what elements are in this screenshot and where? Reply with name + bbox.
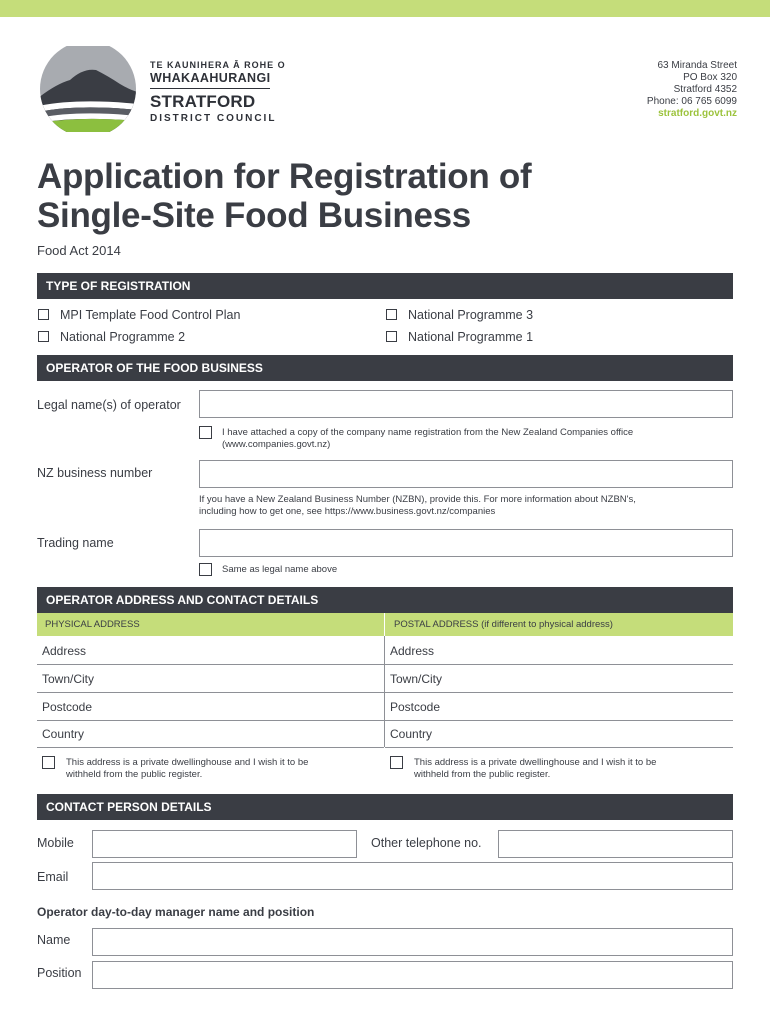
top-accent-bar bbox=[0, 0, 770, 17]
page-subtitle: Food Act 2014 bbox=[37, 243, 121, 258]
nzbn-label: NZ business number bbox=[37, 466, 153, 480]
postal-postcode-label[interactable]: Postcode bbox=[390, 700, 441, 714]
council-address bbox=[647, 60, 737, 120]
row-line bbox=[37, 747, 384, 748]
private-text-line: withheld from the public register. bbox=[414, 769, 551, 780]
trading-name-input[interactable] bbox=[199, 529, 733, 557]
org-line-4: DISTRICT COUNCIL bbox=[150, 113, 277, 124]
checkbox-physical-private[interactable] bbox=[42, 756, 55, 769]
section-header-address: OPERATOR ADDRESS AND CONTACT DETAILS bbox=[37, 587, 733, 613]
physical-address-label[interactable]: Address bbox=[42, 644, 87, 658]
option-label: MPI Template Food Control Plan bbox=[60, 308, 241, 322]
website-link[interactable]: stratford.govt.nz bbox=[658, 108, 737, 119]
row-line bbox=[385, 664, 733, 665]
physical-town-label[interactable]: Town/City bbox=[42, 672, 95, 686]
checkbox-national-programme-1[interactable] bbox=[386, 331, 397, 342]
manager-position-input[interactable] bbox=[92, 961, 733, 989]
address-line: PO Box 320 bbox=[683, 72, 737, 83]
row-line bbox=[385, 720, 733, 721]
postal-private-text bbox=[414, 757, 656, 781]
address-line: Stratford 4352 bbox=[673, 84, 737, 95]
postal-address-label[interactable]: Address bbox=[390, 644, 435, 658]
section-header-operator: OPERATOR OF THE FOOD BUSINESS bbox=[37, 355, 733, 381]
org-line-3: STRATFORD bbox=[150, 92, 256, 111]
title-line-1: Application for Registration of bbox=[37, 157, 532, 196]
row-line bbox=[37, 692, 384, 693]
same-as-legal-label: Same as legal name above bbox=[222, 564, 338, 575]
column-divider bbox=[384, 613, 385, 636]
council-name bbox=[150, 60, 286, 124]
other-phone-label: Other telephone no. bbox=[371, 836, 482, 850]
physical-postcode-label[interactable]: Postcode bbox=[42, 700, 93, 714]
manager-name-label: Name bbox=[37, 933, 71, 947]
council-logo bbox=[38, 46, 138, 132]
physical-address-heading: PHYSICAL ADDRESS bbox=[45, 619, 140, 630]
physical-private-text bbox=[66, 757, 308, 781]
postal-town-label[interactable]: Town/City bbox=[390, 672, 443, 686]
option-label: National Programme 1 bbox=[408, 330, 534, 344]
address-column-headers bbox=[37, 613, 733, 636]
private-text-line: This address is a private dwellinghouse and I wish it to be bbox=[66, 757, 309, 768]
org-rule bbox=[150, 88, 270, 89]
email-label: Email bbox=[37, 870, 69, 884]
nzbn-help-line: If you have a New Zealand Business Number (NZBN), provide this. For more information about NZBN's, bbox=[199, 494, 636, 505]
legal-name-input[interactable] bbox=[199, 390, 733, 418]
row-line bbox=[385, 747, 733, 748]
other-phone-input[interactable] bbox=[498, 830, 733, 858]
nzbn-help-text bbox=[199, 494, 636, 518]
checkbox-same-as-legal[interactable] bbox=[199, 563, 212, 576]
postal-address-heading: POSTAL ADDRESS (if different to physical address) bbox=[394, 619, 613, 630]
row-line bbox=[385, 692, 733, 693]
option-label: National Programme 2 bbox=[60, 330, 186, 344]
attached-copy-line: I have attached a copy of the company name registration from the New Zealand Companies office bbox=[222, 427, 634, 438]
attached-copy-line: (www.companies.govt.nz) bbox=[222, 439, 331, 450]
mobile-input[interactable] bbox=[92, 830, 357, 858]
private-text-line: withheld from the public register. bbox=[66, 769, 203, 780]
trading-name-label: Trading name bbox=[37, 536, 114, 550]
address-line: Phone: 06 765 6099 bbox=[646, 96, 737, 107]
manager-name-input[interactable] bbox=[92, 928, 733, 956]
option-label: National Programme 3 bbox=[408, 308, 534, 322]
manager-position-label: Position bbox=[37, 966, 82, 980]
manager-heading: Operator day-to-day manager name and position bbox=[37, 905, 315, 919]
address-line: 63 Miranda Street bbox=[657, 60, 737, 71]
org-line-2: WHAKAAHURANGI bbox=[150, 71, 271, 85]
nzbn-help-line: including how to get one, see https://www.business.govt.nz/companies bbox=[199, 506, 496, 517]
email-input[interactable] bbox=[92, 862, 733, 890]
checkbox-national-programme-2[interactable] bbox=[38, 331, 49, 342]
checkbox-company-registration-attached[interactable] bbox=[199, 426, 212, 439]
row-line bbox=[37, 664, 384, 665]
private-text-line: This address is a private dwellinghouse and I wish it to be bbox=[414, 757, 657, 768]
nzbn-input[interactable] bbox=[199, 460, 733, 488]
org-line-1: TE KAUNIHERA Ā ROHE O bbox=[150, 60, 286, 70]
checkbox-mpi-template[interactable] bbox=[38, 309, 49, 320]
attached-copy-text bbox=[222, 427, 633, 451]
physical-country-label[interactable]: Country bbox=[42, 727, 85, 741]
checkbox-postal-private[interactable] bbox=[390, 756, 403, 769]
checkbox-national-programme-3[interactable] bbox=[386, 309, 397, 320]
section-header-contact: CONTACT PERSON DETAILS bbox=[37, 794, 733, 820]
title-line-2: Single-Site Food Business bbox=[37, 196, 471, 235]
row-line bbox=[37, 720, 384, 721]
section-header-type: TYPE OF REGISTRATION bbox=[37, 273, 733, 299]
mobile-label: Mobile bbox=[37, 836, 74, 850]
legal-name-label: Legal name(s) of operator bbox=[37, 398, 181, 412]
postal-country-label[interactable]: Country bbox=[390, 727, 433, 741]
page-title bbox=[37, 157, 531, 235]
